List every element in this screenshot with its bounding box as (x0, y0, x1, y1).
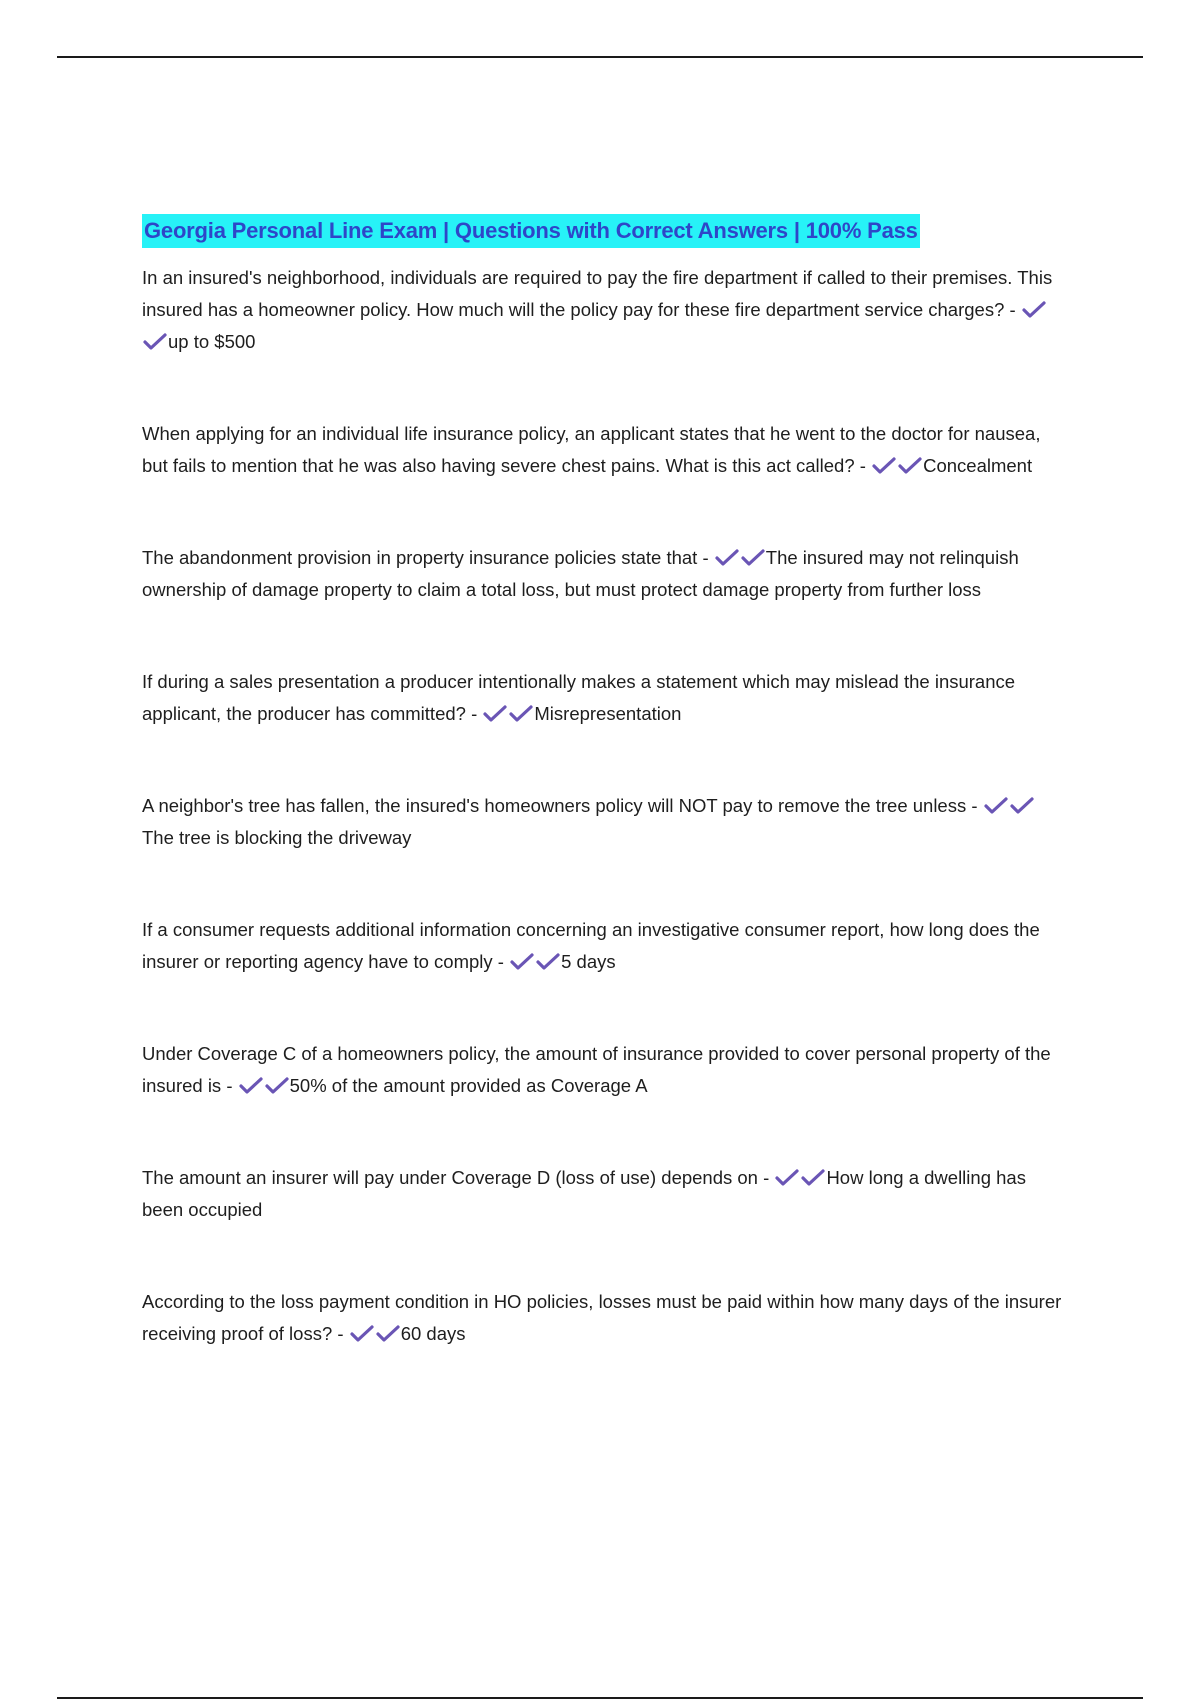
check-icon (715, 549, 739, 567)
check-icon (509, 705, 533, 723)
answer-text: The insured may not relinquish ownership of damage property to claim a total loss, but must protect damage property from further loss (142, 547, 1019, 600)
check-icon (483, 705, 507, 723)
separator: - (854, 455, 872, 476)
answer-text: How long a dwelling has been occupied (142, 1167, 1026, 1220)
check-icon (1010, 797, 1034, 815)
qa-item-6 (142, 914, 1062, 978)
check-icon (143, 333, 167, 351)
answer-text: 50% of the amount provided as Coverage A (289, 1075, 648, 1096)
qa-item-3 (142, 542, 1062, 606)
check-icon (1022, 301, 1046, 319)
page-bottom-rule (57, 1697, 1143, 1699)
qa-item-9 (142, 1286, 1062, 1350)
qa-item-8 (142, 1162, 1062, 1226)
separator: - (332, 1323, 349, 1344)
check-icon (872, 457, 896, 475)
check-icon (741, 549, 765, 567)
document-title: Georgia Personal Line Exam | Questions with Correct Answers | 100% Pass (142, 214, 920, 248)
separator: - (966, 795, 983, 816)
qa-item-1 (142, 262, 1062, 358)
question-text: The amount an insurer will pay under Coverage D (loss of use) depends on (142, 1167, 758, 1188)
separator: - (1004, 299, 1021, 320)
check-icon (801, 1169, 825, 1187)
question-text: Under Coverage C of a homeowners policy, the amount of insurance provided to cover personal property of the insured is (142, 1043, 1051, 1096)
check-icon (376, 1325, 400, 1343)
answer-text: 60 days (400, 1323, 466, 1344)
document-body (142, 214, 1062, 1350)
separator: - (492, 951, 510, 972)
answer-text: Misrepresentation (534, 703, 682, 724)
qa-item-2 (142, 418, 1062, 482)
answer-text: 5 days (561, 951, 616, 972)
separator: - (221, 1075, 238, 1096)
question-text: If during a sales presentation a producer intentionally makes a statement which may mislead the insurance applicant, the producer has committed? (142, 671, 1016, 724)
check-icon (239, 1077, 263, 1095)
check-icon (265, 1077, 289, 1095)
question-text: The abandonment provision in property insurance policies state that (142, 547, 698, 568)
answer-text: The tree is blocking the driveway (142, 827, 412, 848)
check-icon (536, 953, 560, 971)
question-text: When applying for an individual life insurance policy, an applicant states that he went to the doctor for nausea, but fails to mention that he was also having severe chest pains. What is this act called? (142, 423, 1041, 476)
answer-text: Concealment (923, 455, 1033, 476)
separator: - (465, 703, 483, 724)
question-text: If a consumer requests additional information concerning an investigative consumer report, how long does the insurer or reporting agency have to comply (142, 919, 1040, 972)
question-text: A neighbor's tree has fallen, the insured's homeowners policy will NOT pay to remove the tree unless (142, 795, 967, 816)
separator: - (757, 1167, 775, 1188)
check-icon (984, 797, 1008, 815)
separator: - (697, 547, 714, 568)
answer-text: up to $500 (168, 331, 256, 352)
page-top-rule (57, 56, 1143, 58)
check-icon (510, 953, 534, 971)
qa-item-7 (142, 1038, 1062, 1102)
question-text: In an insured's neighborhood, individuals are required to pay the fire department if called to their premises. This insured has a homeowner policy. How much will the policy pay for these fire department service charges? (142, 267, 1053, 320)
question-text: According to the loss payment condition in HO policies, losses must be paid within how many days of the insurer receiving proof of loss? (142, 1291, 1062, 1344)
check-icon (350, 1325, 374, 1343)
qa-item-4 (142, 666, 1062, 730)
check-icon (898, 457, 922, 475)
check-icon (775, 1169, 799, 1187)
qa-item-5 (142, 790, 1062, 854)
